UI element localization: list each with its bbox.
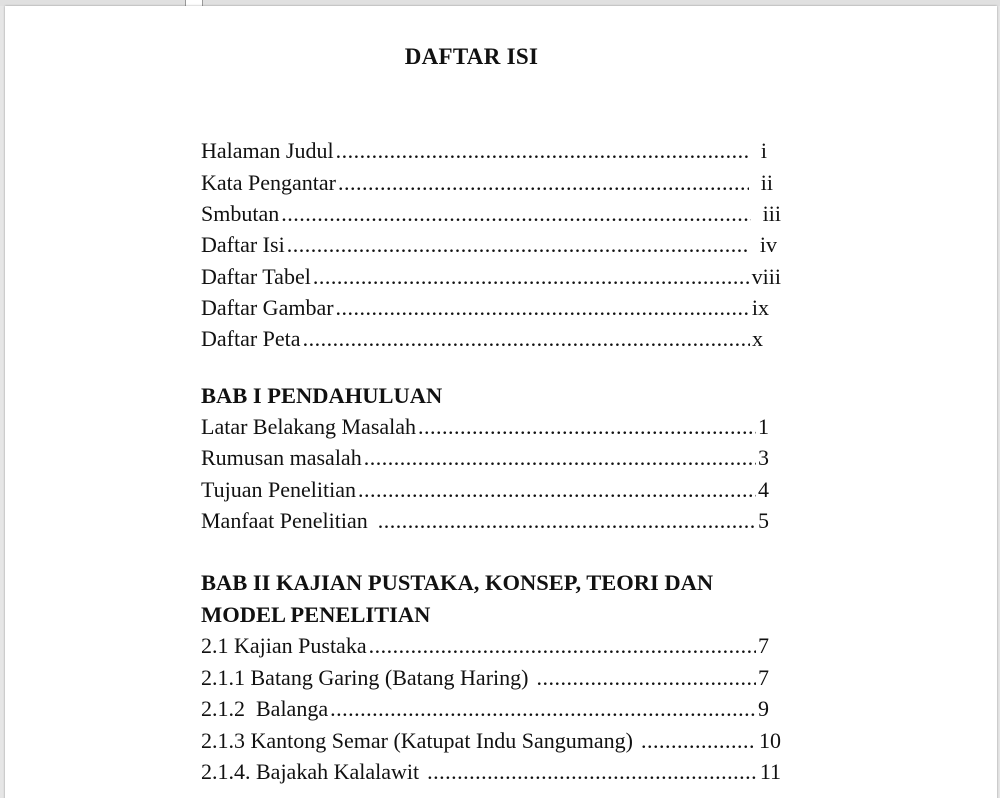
- toc-entry: [201, 262, 781, 292]
- toc-entry: [201, 694, 781, 724]
- toc-entry-label: 2.1.4. Bajakah Kalalawit: [201, 759, 420, 784]
- toc-entry-label: 2.1 Kajian Pustaka: [201, 633, 367, 658]
- chapter-heading-bab2-line1: BAB II KAJIAN PUSTAKA, KONSEP, TEORI DAN: [201, 570, 714, 595]
- toc-entry: [201, 293, 781, 323]
- toc-leader-dots: [287, 230, 748, 260]
- toc-entry-page: 1: [758, 414, 769, 439]
- toc-entry: [201, 443, 781, 473]
- toc-entry: [201, 412, 781, 442]
- toc-entry-label: Daftar Gambar: [201, 295, 334, 320]
- toc-leader-dots: [330, 694, 756, 724]
- toc-entry: [201, 230, 781, 260]
- toc-entry-page: 5: [758, 508, 769, 533]
- toc-leader-dots: [378, 506, 756, 536]
- toc-entry-label: 2.1.3 Kantong Semar (Katupat Indu Sangumang): [201, 728, 633, 753]
- toc-entry-label: Daftar Tabel: [201, 264, 311, 289]
- toc-entry-page: iv: [759, 232, 777, 257]
- toc-entry-label: Latar Belakang Masalah: [201, 414, 417, 439]
- toc-entry-label: Smbutan: [201, 201, 280, 226]
- toc-entry-page: 7: [758, 633, 769, 658]
- document-page[interactable]: [5, 6, 997, 798]
- toc-entry-page: ii: [760, 170, 773, 195]
- toc-entry-label: Halaman Judul: [201, 138, 334, 163]
- toc-entry-label: Kata Pengantar: [201, 170, 336, 195]
- toc-entry-page: 10: [759, 728, 781, 753]
- toc-entry-page: 7: [758, 665, 769, 690]
- toc-leader-dots: [281, 199, 750, 229]
- page-title: DAFTAR ISI: [404, 44, 539, 69]
- toc-entry-page: 9: [758, 696, 769, 721]
- toc-leader-dots: [369, 631, 756, 661]
- toc-entry-label: Tujuan Penelitian: [201, 477, 357, 502]
- toc-entry-page: 11: [759, 759, 781, 784]
- toc-entry-page: i: [760, 138, 767, 163]
- toc-leader-dots: [336, 136, 749, 166]
- toc-entry-page: 3: [758, 445, 769, 470]
- chapter-heading-bab1: BAB I PENDAHULUAN: [201, 383, 443, 408]
- toc-entry-label: 2.1.2 Balanga: [201, 696, 329, 721]
- toc-entry-page: iii: [762, 201, 781, 226]
- toc-entry-label: Manfaat Penelitian: [201, 508, 368, 533]
- toc-leader-dots: [336, 293, 750, 323]
- toc-entry: [201, 168, 781, 198]
- toc-leader-dots: [641, 726, 753, 756]
- toc-entry: [201, 757, 781, 787]
- toc-entry-label: Daftar Peta: [201, 326, 301, 351]
- toc-entry: [201, 506, 781, 536]
- toc-leader-dots: [358, 475, 756, 505]
- toc-entry-page: ix: [751, 295, 769, 320]
- toc-leader-dots: [418, 412, 756, 442]
- toc-entry: [201, 631, 781, 661]
- toc-leader-dots: [536, 663, 756, 693]
- toc-entry-label: Rumusan masalah: [201, 445, 362, 470]
- toc-entry-page: x: [752, 326, 763, 351]
- toc-entry: [201, 726, 781, 756]
- toc-entry: [201, 663, 781, 693]
- toc-entry: [201, 324, 781, 354]
- chapter-heading-bab2-line2: MODEL PENELITIAN: [201, 602, 431, 627]
- toc-entry: [201, 475, 781, 505]
- toc-entry-page: viii: [751, 264, 781, 289]
- toc-entry: [201, 199, 781, 229]
- toc-entry: [201, 136, 781, 166]
- toc-leader-dots: [364, 443, 756, 473]
- toc-leader-dots: [303, 324, 750, 354]
- toc-entry-page: 4: [758, 477, 769, 502]
- toc-leader-dots: [427, 757, 758, 787]
- toc-entry-label: 2.1.1 Batang Garing (Batang Haring): [201, 665, 529, 690]
- toc-leader-dots: [313, 262, 750, 292]
- toc-entry-label: Daftar Isi: [201, 232, 285, 257]
- toc-leader-dots: [338, 168, 749, 198]
